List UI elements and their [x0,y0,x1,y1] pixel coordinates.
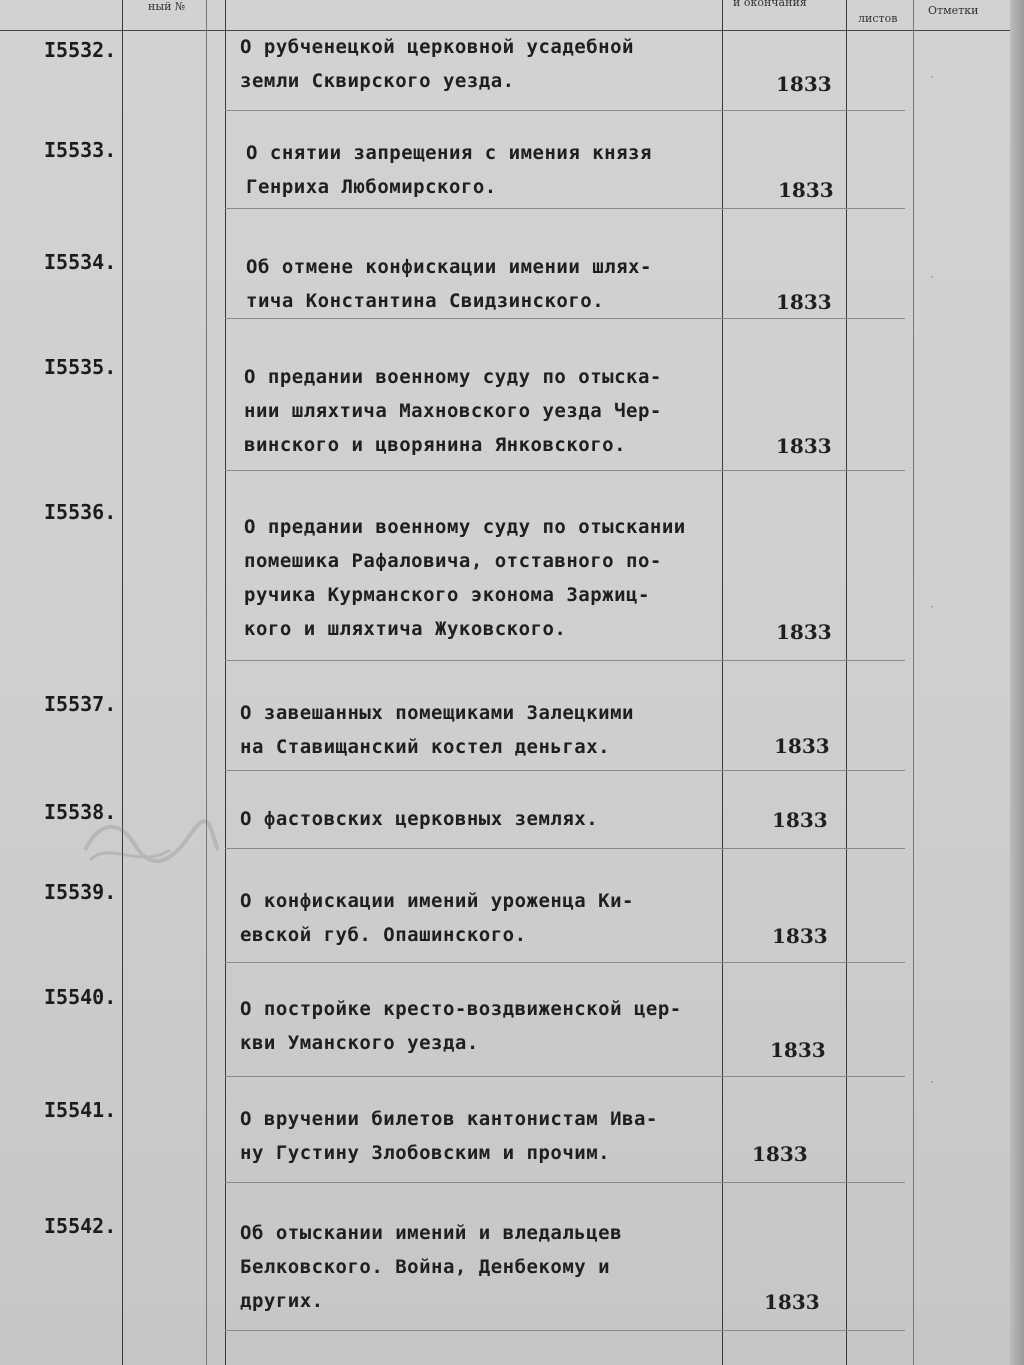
entry-description: О снятии запрещения с имения князя Генриха Любомирского. [246,142,652,198]
column-divider [225,0,226,1365]
row-rule [225,848,905,849]
entry-description: О рубченецкой церковной усадебной земли Сквирского уезда. [240,36,634,92]
row-rule [225,318,905,319]
row-rule [225,208,905,209]
entry-description: О завешанных помещиками Залецкими на Ставищанский костел деньгах. [240,702,634,758]
entry-description: О предании военному суду по отыскании помешика Рафаловича, отставного по- ручика Курманского эконома Заржиц- кого и шляхтича Жуковского. [244,516,686,640]
entry-year: 1833 [776,290,832,314]
header-sheets-column: листов [858,12,898,25]
entry-number: I5532. [44,38,117,62]
entry-year: 1833 [774,734,830,758]
entry-description: Об отыскании имений и вледальцев Белковского. Война, Денбекому и других. [240,1222,623,1312]
entry-description: О постройке кресто-воздвиженской цер- кви Уманского уезда. [240,998,682,1054]
row-rule [225,1076,905,1077]
header-dates-column: и окончания [733,0,807,9]
entry-number: I5542. [44,1214,117,1238]
entry-number: I5539. [44,880,117,904]
entry-year: 1833 [764,1290,820,1314]
column-divider [913,0,914,1365]
pencil-mark: · [930,270,934,284]
row-rule [225,770,905,771]
next-page-edge [1010,0,1024,1365]
entry-year: 1833 [772,924,828,948]
table-header [0,0,1024,30]
entry-number: I5541. [44,1098,117,1122]
pencil-mark: · [930,600,934,614]
entry-number: I5536. [44,500,117,524]
entry-number: I5540. [44,985,117,1009]
entry-description: О конфискации имений уроженца Ки- евской губ. Опашинского. [240,890,634,946]
entry-number: I5534. [44,250,117,274]
entry-number: I5533. [44,138,117,162]
entry-year: 1833 [776,434,832,458]
entry-number: I5538. [44,800,117,824]
entry-year: 1833 [778,178,834,202]
row-rule [225,470,905,471]
pencil-mark: · [930,1075,934,1089]
pencil-mark: · [930,70,934,84]
entry-number: I5535. [44,355,117,379]
row-rule [225,660,905,661]
row-rule [225,110,905,111]
entry-description: О фастовских церковных землях. [240,808,599,830]
column-divider [206,0,207,1365]
entry-year: 1833 [776,72,832,96]
row-rule [225,962,905,963]
entry-description: О вручении билетов кантонистам Ива- ну Густину Злобовским и прочим. [240,1108,658,1164]
header-number-column: ный № [148,0,186,13]
entry-year: 1833 [776,620,832,644]
row-rule [225,1182,905,1183]
entry-year: 1833 [752,1142,808,1166]
row-rule [225,1330,905,1331]
entry-description: О предании военному суду по отыска- нии шляхтича Махновского уезда Чер- винского и цворянина Янковского. [244,366,662,456]
entry-number: I5537. [44,692,117,716]
entry-year: 1833 [772,808,828,832]
entry-description: Об отмене конфискации имении шлях- тича Константина Свидзинского. [246,256,652,312]
entry-year: 1833 [770,1038,826,1062]
column-divider [846,0,847,1365]
header-notes-column: Отметки [928,4,979,17]
column-divider [122,0,123,1365]
